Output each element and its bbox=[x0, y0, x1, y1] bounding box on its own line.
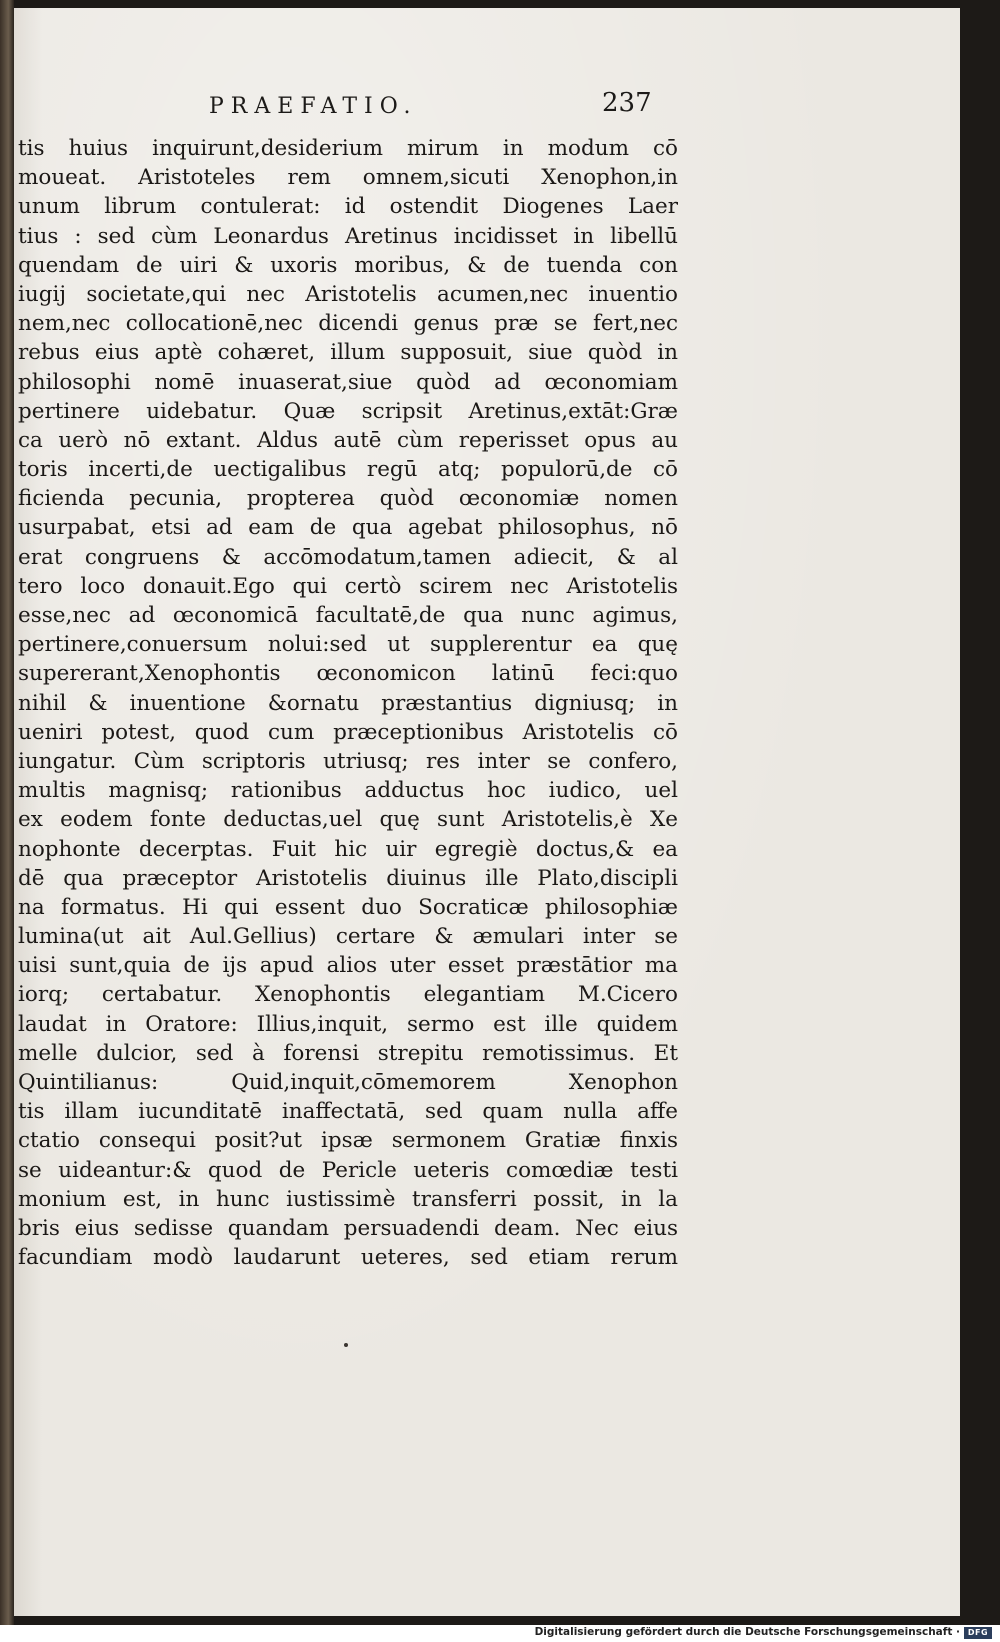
funding-credit: Digitalisierung gefördert durch die Deutsche Forschungsgemeinschaft · bbox=[534, 1626, 960, 1638]
text-line: nihil & inuentione &ornatu præstantius digniusq; in bbox=[18, 690, 678, 716]
body-text bbox=[18, 134, 678, 1272]
text-line: iorq; certabatur. Xenophontis elegantiam M.Cicero bbox=[18, 982, 678, 1008]
text-line: Quintilianus: Quid,inquit,cōmemorem Xenophon bbox=[18, 1070, 678, 1095]
text-line: uisi sunt,quia de ijs apud alios uter esset præstātior ma bbox=[18, 953, 678, 979]
book-spine-edge bbox=[0, 0, 14, 1625]
text-line: pertinere,conuersum nolui:sed ut supplerentur ea quę bbox=[18, 632, 678, 658]
text-line: ca uerò nō extant. Aldus autē cùm reperisset opus au bbox=[18, 427, 678, 453]
text-line: moueat. Aristoteles rem omnem,sicuti Xenophon,in bbox=[18, 165, 678, 191]
text-line: esse,nec ad œconomicā facultatē,de qua nunc agimus, bbox=[18, 603, 678, 628]
text-line: erat congruens & accōmodatum,tamen adiecit, & al bbox=[18, 544, 678, 570]
text-line: quendam de uiri & uxoris moribus, & de tuenda con bbox=[18, 252, 678, 278]
text-line: tis illam iucunditatē inaffectatā, sed quam nulla affe bbox=[18, 1099, 678, 1125]
page-number: 237 bbox=[602, 88, 652, 118]
text-line: se uideantur:& quod de Pericle ueteris comœdiæ testi bbox=[18, 1157, 678, 1183]
text-line: na formatus. Hi qui essent duo Socraticæ philosophiæ bbox=[18, 894, 678, 920]
footer-bar bbox=[0, 1625, 1000, 1642]
text-line: ctatio consequi posit?ut ipsæ sermonem Gratiæ finxis bbox=[18, 1128, 678, 1154]
book-page bbox=[14, 8, 960, 1616]
text-line: tero loco donauit.Ego qui certò scirem nec Aristotelis bbox=[18, 573, 678, 599]
text-line: unum librum contulerat: id ostendit Diogenes Laer bbox=[18, 194, 678, 220]
text-line: dē qua præceptor Aristotelis diuinus ille Plato,discipli bbox=[18, 865, 678, 891]
text-line: facundiam modò laudarunt ueteres, sed etiam rerum bbox=[18, 1245, 678, 1271]
text-line: melle dulcior, sed à forensi strepitu remotissimus. Et bbox=[18, 1040, 678, 1066]
text-line: ficienda pecunia, propterea quòd œconomiæ nomen bbox=[18, 486, 678, 512]
text-line: bris eius sedisse quandam persuadendi deam. Nec eius bbox=[18, 1215, 678, 1241]
text-line: monium est, in hunc iustissimè transferri possit, in la bbox=[18, 1186, 678, 1212]
text-line: philosophi nomē inuaserat,siue quòd ad œconomiam bbox=[18, 369, 678, 395]
text-line: ex eodem fonte deductas,uel quę sunt Aristotelis,è Xe bbox=[18, 807, 678, 833]
text-line: toris incerti,de uectigalibus regū atq; populorū,de cō bbox=[18, 457, 678, 483]
page-speck bbox=[344, 1343, 348, 1347]
text-line: nophonte decerptas. Fuit hic uir egregiè doctus,& ea bbox=[18, 836, 678, 862]
running-head bbox=[14, 88, 960, 128]
text-line: tis huius inquirunt,desiderium mirum in modum cō bbox=[18, 136, 678, 161]
dfg-logo-icon: DFG bbox=[964, 1627, 992, 1639]
text-line: rebus eius aptè cohæret, illum supposuit, siue quòd in bbox=[18, 340, 678, 366]
text-line: iungatur. Cùm scriptoris utriusq; res inter se confero, bbox=[18, 748, 678, 774]
text-line: usurpabat, etsi ad eam de qua agebat philosophus, nō bbox=[18, 515, 678, 541]
text-line: lumina(ut ait Aul.Gellius) certare & æmulari inter se bbox=[18, 924, 678, 950]
text-line: multis magnisq; rationibus adductus hoc iudico, uel bbox=[18, 778, 678, 804]
text-line: ueniri potest, quod cum præceptionibus Aristotelis cō bbox=[18, 719, 678, 745]
text-line: pertinere uidebatur. Quæ scripsit Aretinus,extāt:Græ bbox=[18, 398, 678, 424]
running-head-title: PRAEFATIO. bbox=[209, 94, 418, 119]
text-line: tius : sed cùm Leonardus Aretinus incidisset in libellū bbox=[18, 223, 678, 249]
text-line: nem,nec collocationē,nec dicendi genus præ se fert,nec bbox=[18, 311, 678, 337]
text-line: supererant,Xenophontis œconomicon latinū feci:quo bbox=[18, 661, 678, 687]
text-line: laudat in Oratore: Illius,inquit, sermo est ille quidem bbox=[18, 1011, 678, 1037]
text-line: iugij societate,qui nec Aristotelis acumen,nec inuentio bbox=[18, 281, 678, 307]
